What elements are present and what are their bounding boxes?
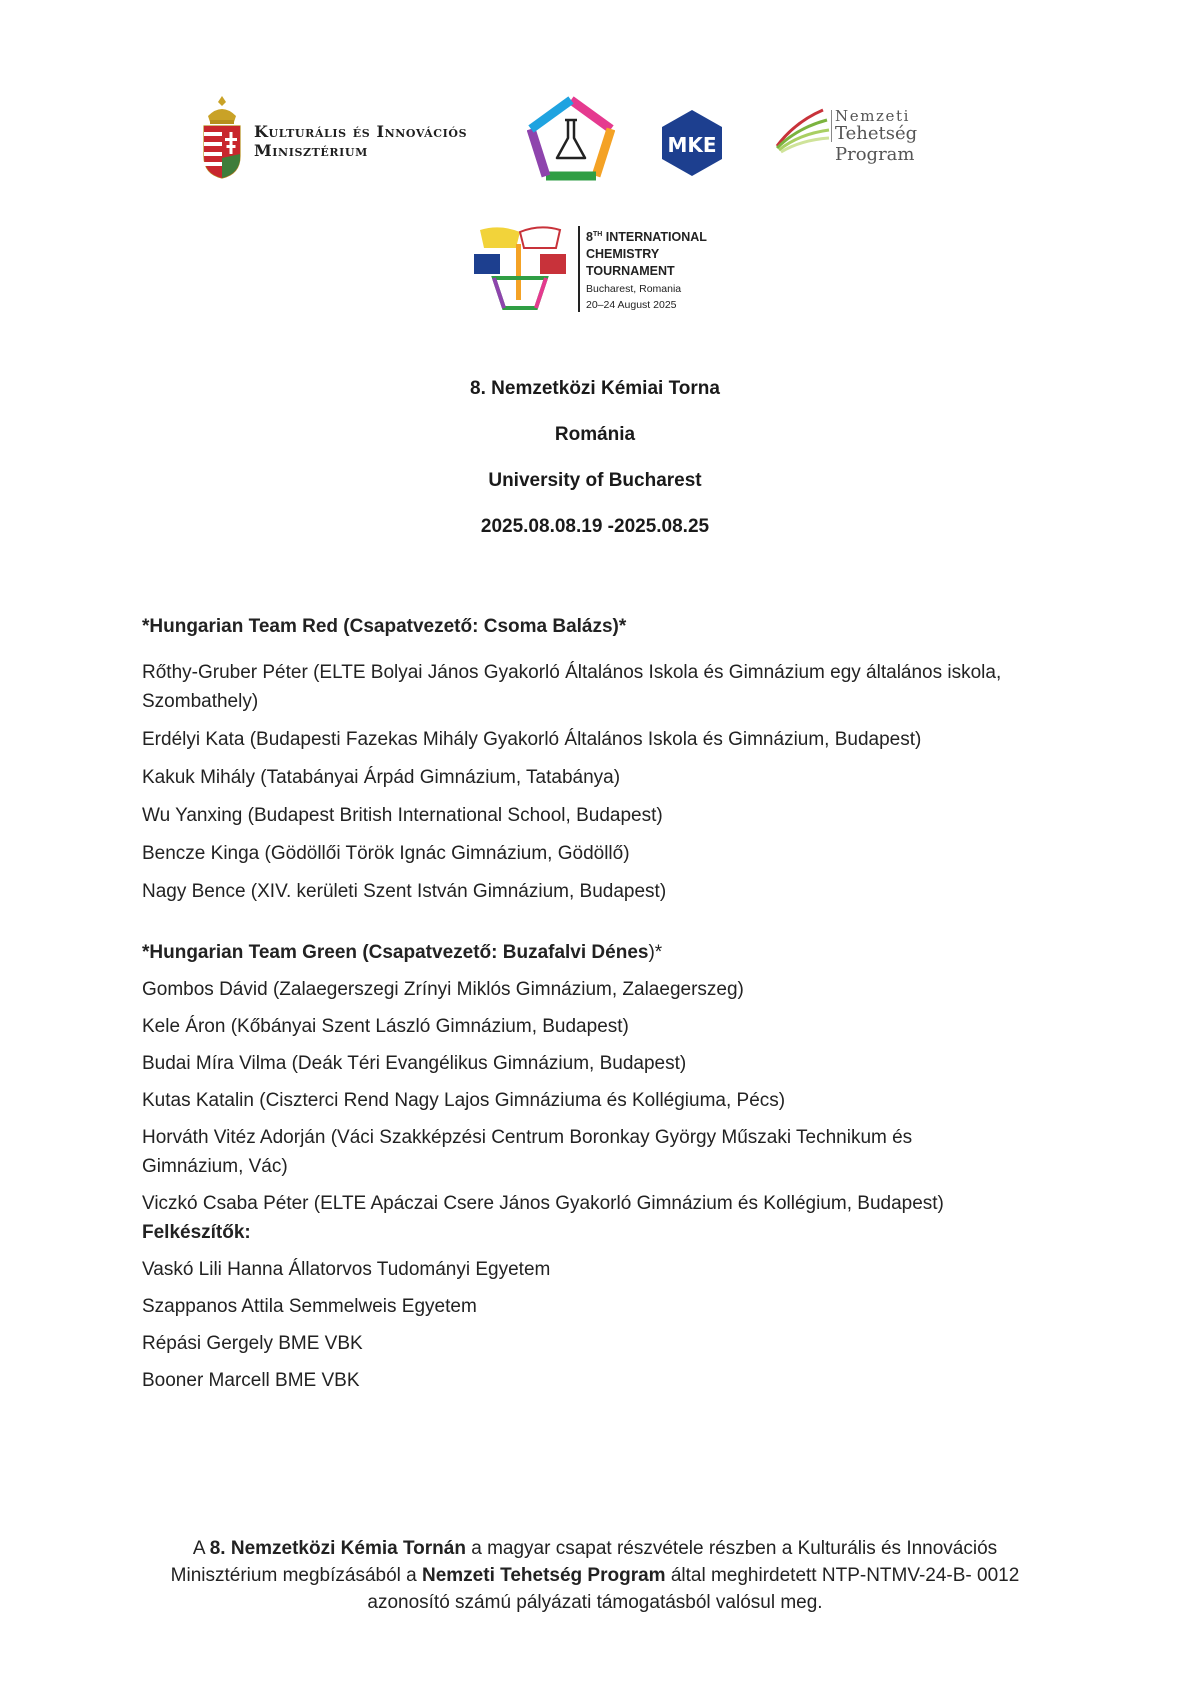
list-item: Booner Marcell BME VBK <box>142 1370 360 1391</box>
footer-part: A <box>192 1538 210 1559</box>
footer-part: 8. Nemzetközi Kémia Tornán <box>209 1538 466 1559</box>
tournament-ordinal: 8 <box>586 230 593 245</box>
list-item: Wu Yanxing (Budapest British International School, Budapest) <box>142 805 663 826</box>
list-item: Gimnázium, Vác) <box>142 1156 288 1177</box>
flask-pentagon-icon <box>527 96 615 182</box>
tournament-line3: TOURNAMENT <box>586 264 675 279</box>
ministry-name-line1: Kulturális és Innovációs <box>254 122 468 141</box>
team-red-heading <box>142 612 1042 641</box>
hungarian-coat-of-arms-icon <box>200 94 244 180</box>
ntp-logo <box>775 104 990 165</box>
event-venue: University of Bucharest <box>488 470 702 491</box>
list-item: Erdélyi Kata (Budapesti Fazekas Mihály Gyakorló Általános Iskola és Gimnázium, Budapest) <box>142 729 922 750</box>
mke-logo <box>659 108 725 178</box>
ministry-logo <box>200 94 500 180</box>
tournament-line1: INTERNATIONAL <box>605 230 707 245</box>
tournament-emblem-icon <box>470 222 570 314</box>
tournament-dates: 20–24 August 2025 <box>586 299 677 312</box>
trainers-title: Felkészítők: <box>142 1222 251 1243</box>
list-item: Viczkó Csaba Péter (ELTE Apáczai Csere János Gyakorló Gimnázium és Kollégium, Budapest) <box>142 1193 944 1214</box>
list-item: Horváth Vitéz Adorján (Váci Szakképzési Centrum Boronkay György Műszaki Technikum és <box>142 1127 913 1148</box>
footer-part: Nemzeti Tehetség Program <box>422 1565 666 1586</box>
event-country: Románia <box>554 424 636 445</box>
list-item: Bencze Kinga (Gödöllői Török Ignác Gimnázium, Gödöllő) <box>142 843 630 864</box>
tournament-line2: CHEMISTRY <box>586 247 660 262</box>
mke-hexagon-icon <box>659 108 725 178</box>
trainers-heading <box>142 1218 1042 1247</box>
list-item: Nagy Bence (XIV. kerületi Szent István Gimnázium, Budapest) <box>142 881 667 902</box>
ntp-divider <box>831 110 832 142</box>
team-red-title: *Hungarian Team Red (Csapatvezető: Csoma Balázs)* <box>142 616 627 637</box>
team-green-list <box>142 975 1042 1218</box>
footer-part: a magyar csapat részvétele részben a Kulturális és Innovációs Minisztérium megbízásából a <box>170 1538 998 1586</box>
event-dates: 2025.08.08.19 -2025.08.25 <box>480 516 710 537</box>
tournament-logo <box>470 222 730 314</box>
team-green-title-end: )* <box>648 942 663 963</box>
mke-logo-text: MKE <box>667 133 717 157</box>
tournament-city: Bucharest, Romania <box>586 283 682 296</box>
funding-footer <box>140 1535 1050 1616</box>
ntp-swoosh-icon <box>775 104 831 156</box>
ntp-name-line1: Nemzeti <box>835 107 911 125</box>
list-item: Kakuk Mihály (Tatabányai Árpád Gimnázium, Tatabánya) <box>142 767 621 788</box>
tournament-ordinal-suffix: TH <box>592 231 603 238</box>
team-red-list <box>142 658 1042 906</box>
team-green-title: *Hungarian Team Green (Csapatvezető: Buzafalvi Dénes <box>142 942 649 963</box>
list-item: Gombos Dávid (Zalaegerszegi Zrínyi Miklós Gimnázium, Zalaegerszeg) <box>142 979 744 1000</box>
list-item: Kele Áron (Kőbányai Szent László Gimnázium, Budapest) <box>142 1016 629 1037</box>
list-item: Répási Gergely BME VBK <box>142 1333 363 1354</box>
team-green-heading <box>142 938 1042 967</box>
chemistry-pentagon-logo <box>527 96 615 182</box>
list-item: Szappanos Attila Semmelweis Egyetem <box>142 1296 477 1317</box>
event-title: 8. Nemzetközi Kémiai Torna <box>470 378 720 399</box>
list-item: Vaskó Lili Hanna Állatorvos Tudományi Egyetem <box>142 1259 551 1280</box>
ntp-name-line2: Tehetség Program <box>835 123 918 165</box>
list-item: Budai Míra Vilma (Deák Téri Evangélikus Gimnázium, Budapest) <box>142 1053 687 1074</box>
footer-part: által meghirdetett NTP-NTMV-24-B- 0012 azonosító számú pályázati támogatásból valósul meg. <box>367 1565 1020 1613</box>
list-item: Rőthy-Gruber Péter (ELTE Bolyai János Gyakorló Általános Iskola és Gimnázium egy általános iskola, <box>142 662 1002 683</box>
tournament-logo-text <box>578 226 707 312</box>
list-item: Szombathely) <box>142 691 259 712</box>
trainers-list <box>142 1255 1042 1395</box>
list-item: Kutas Katalin (Ciszterci Rend Nagy Lajos Gimnáziuma és Kollégiuma, Pécs) <box>142 1090 786 1111</box>
ministry-name-line2: Minisztérium <box>254 141 368 160</box>
